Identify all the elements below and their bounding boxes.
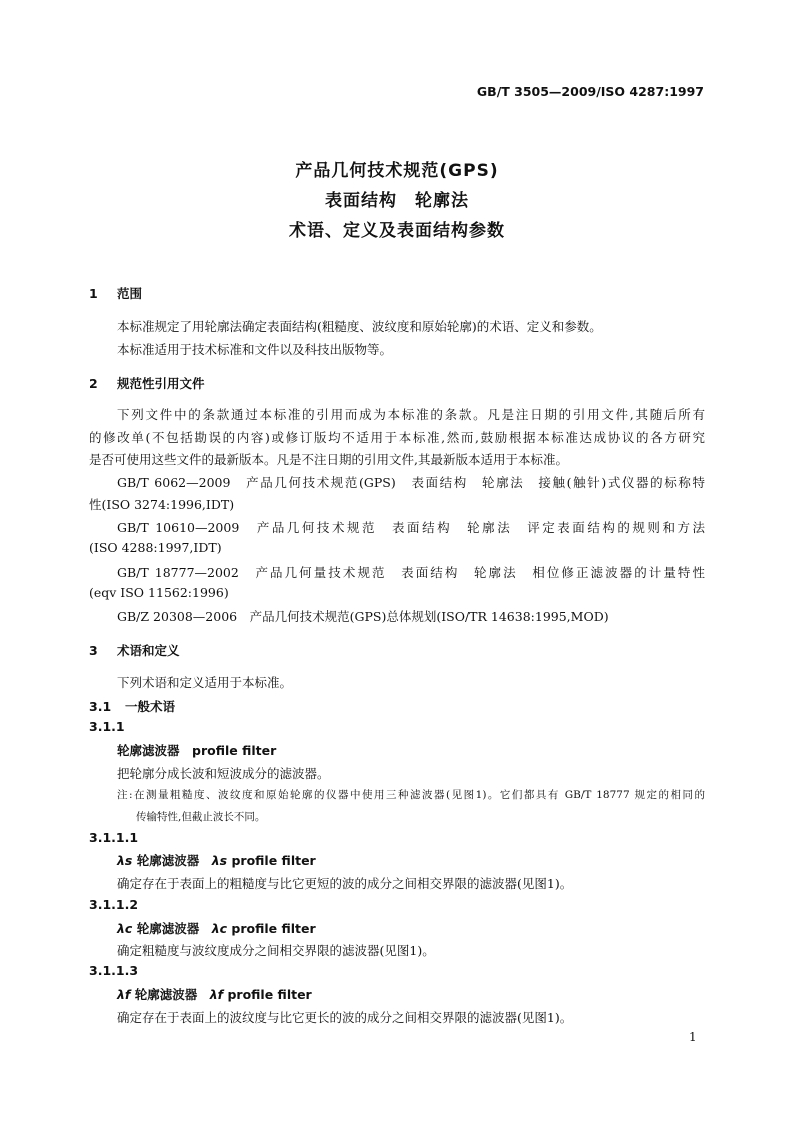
note-text: 传输特性,但截止波长不同。 bbox=[136, 811, 266, 823]
symbol-lambda-s: λs bbox=[211, 853, 228, 868]
paragraph: 本标准规定了用轮廓法确定表面结构(粗糙度、波纹度和原始轮廓)的术语、定义和参数。 bbox=[117, 319, 602, 334]
reference-item: 性(ISO 3274:1996,IDT) bbox=[89, 497, 235, 512]
symbol-lambda-s: λs bbox=[117, 853, 133, 868]
term-definition: 确定存在于表面上的粗糙度与比它更短的波的成分之间相交界限的滤波器(见图1)。 bbox=[117, 876, 573, 891]
term-en: profile filter bbox=[231, 921, 316, 936]
term-cn: 轮廓滤波器 bbox=[134, 987, 198, 1002]
term-en: profile filter bbox=[231, 853, 316, 868]
subsection-3-1-heading bbox=[89, 697, 175, 715]
reference-item: (ISO 4288:1997,IDT) bbox=[89, 540, 222, 555]
section-number: 1 bbox=[89, 286, 98, 301]
term-heading: 轮廓滤波器 profile filter bbox=[117, 743, 277, 758]
title-line-3: 术语、定义及表面结构参数 bbox=[289, 221, 505, 241]
paragraph: 是否可使用这些文件的最新版本。凡是不注日期的引用文件,其最新版本适用于本标准。 bbox=[89, 452, 568, 467]
section-title: 规范性引用文件 bbox=[117, 376, 205, 391]
term-cn: 轮廓滤波器 bbox=[136, 921, 200, 936]
symbol-lambda-f: λf bbox=[117, 987, 131, 1002]
paragraph: 下列文件中的条款通过本标准的引用而成为本标准的条款。凡是注日期的引用文件,其随后所有 bbox=[117, 407, 705, 422]
section-number: 3 bbox=[89, 643, 98, 658]
term-heading bbox=[117, 919, 316, 937]
symbol-lambda-c: λc bbox=[117, 921, 133, 936]
title-line-1: 产品几何技术规范(GPS) bbox=[295, 161, 499, 181]
note-text: 注:在测量粗糙度、波纹度和原始轮廓的仪器中使用三种滤波器(见图1)。它们都具有 GB/T 18777 规定的相同的 bbox=[117, 789, 705, 801]
section-number: 3.1 bbox=[89, 699, 112, 714]
section-title: 一般术语 bbox=[125, 699, 176, 714]
term-cn: 轮廓滤波器 bbox=[136, 853, 200, 868]
section-3-heading bbox=[89, 641, 180, 659]
paragraph: 下列术语和定义适用于本标准。 bbox=[117, 675, 293, 690]
paragraph: 本标准适用于技术标准和文件以及科技出版物等。 bbox=[117, 342, 393, 357]
reference-item: GB/Z 20308—2006 产品几何技术规范(GPS)总体规划(ISO/TR 14638:1995,MOD) bbox=[117, 609, 609, 624]
section-2-heading bbox=[89, 374, 205, 392]
reference-item: GB/T 10610—2009 产品几何技术规范 表面结构 轮廓法 评定表面结构的规则和方法 bbox=[117, 520, 705, 535]
clause-number: 3.1.1 bbox=[89, 719, 125, 734]
term-en: profile filter bbox=[227, 987, 312, 1002]
term-definition: 确定粗糙度与波纹度成分之间相交界限的滤波器(见图1)。 bbox=[117, 943, 435, 958]
reference-item: (eqv ISO 11562:1996) bbox=[89, 585, 229, 600]
standard-code: GB/T 3505—2009/ISO 4287:1997 bbox=[476, 84, 704, 99]
paragraph: 的修改单(不包括勘误的内容)或修订版均不适用于本标准,然而,鼓励根据本标准达成协议的各方研究 bbox=[89, 430, 705, 445]
reference-item: GB/T 18777—2002 产品几何量技术规范 表面结构 轮廓法 相位修正滤波器的计量特性 bbox=[117, 565, 705, 580]
clause-number: 3.1.1.1 bbox=[89, 830, 139, 845]
title-line-2: 表面结构 轮廓法 bbox=[325, 191, 469, 211]
term-definition: 确定存在于表面上的波纹度与比它更长的波的成分之间相交界限的滤波器(见图1)。 bbox=[117, 1010, 573, 1025]
clause-number: 3.1.1.2 bbox=[89, 897, 139, 912]
section-title: 范围 bbox=[117, 286, 143, 301]
term-heading bbox=[117, 985, 312, 1003]
clause-number: 3.1.1.3 bbox=[89, 963, 139, 978]
term-heading bbox=[117, 851, 316, 869]
section-number: 2 bbox=[89, 376, 98, 391]
symbol-lambda-c: λc bbox=[211, 921, 228, 936]
section-title: 术语和定义 bbox=[117, 643, 180, 658]
reference-item: GB/T 6062—2009 产品几何技术规范(GPS) 表面结构 轮廓法 接触(触针)式仪器的标称特 bbox=[117, 475, 705, 490]
symbol-lambda-f: λf bbox=[209, 987, 224, 1002]
term-definition: 把轮廓分成长波和短波成分的滤波器。 bbox=[117, 766, 330, 781]
page-number: 1 bbox=[689, 1030, 697, 1044]
section-1-heading bbox=[89, 284, 142, 302]
